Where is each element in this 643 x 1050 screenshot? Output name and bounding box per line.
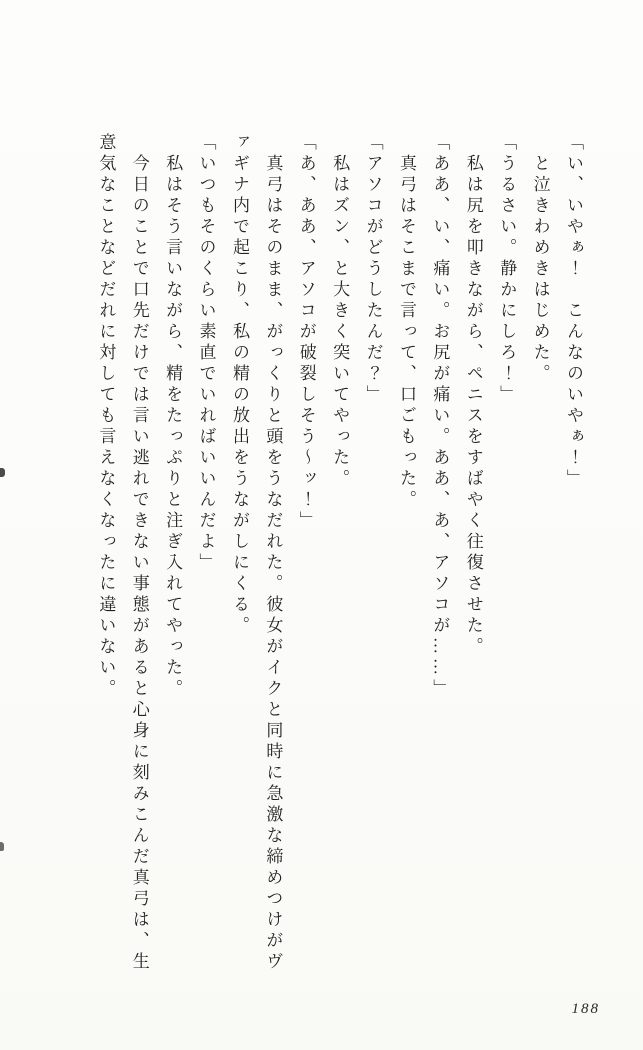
- dialogue-line: 「い、いやぁ！ こんなのいやぁ！」: [564, 133, 583, 490]
- dialogue-line: 「ああ、い、痛い。お尻が痛い。ああ、あ、アソコが……」: [430, 133, 450, 700]
- narration-line: 真弓はそのまま、がっくりと頭をうなだれた。彼女がイクと同時に急激な締めつけがヴァギナ内で起こり、私の精の放出をうながしにくる。: [229, 133, 283, 973]
- vertical-text-block: [89, 133, 590, 977]
- scan-artifact: [0, 842, 4, 851]
- page-number: 188: [571, 1001, 600, 1017]
- narration-line: 私はそう言いながら、精をたっぷりと注ぎ入れてやった。: [163, 154, 183, 700]
- scan-artifact: [0, 468, 5, 477]
- narration-line: 今日のことで口先だけでは言い逃れできない事態があると心身に刻みこんだ真弓は、生意気なことなどだれに対しても言えなくなったに違いない。: [96, 133, 149, 973]
- narration-line: と泣きわめきはじめた。: [530, 154, 550, 385]
- dialogue-line: 「アソコがどうしたんだ？」: [363, 133, 383, 406]
- dialogue-line: 「いつもそのくらい素直でいればいいんだよ」: [196, 133, 216, 574]
- dialogue-line: 「あ、ああ、アソコが破裂しそう～ッ！」: [296, 133, 316, 532]
- narration-line: 私は尻を叩きながら、ペニスをすばやく往復させた。: [463, 154, 483, 658]
- narration-line: 私はズン、と大きく突いてやった。: [330, 154, 350, 490]
- dialogue-line: 「うるさい。静かにしろ！」: [497, 133, 517, 406]
- narration-line: 真弓はそこまで言って、口ごもった。: [396, 154, 416, 511]
